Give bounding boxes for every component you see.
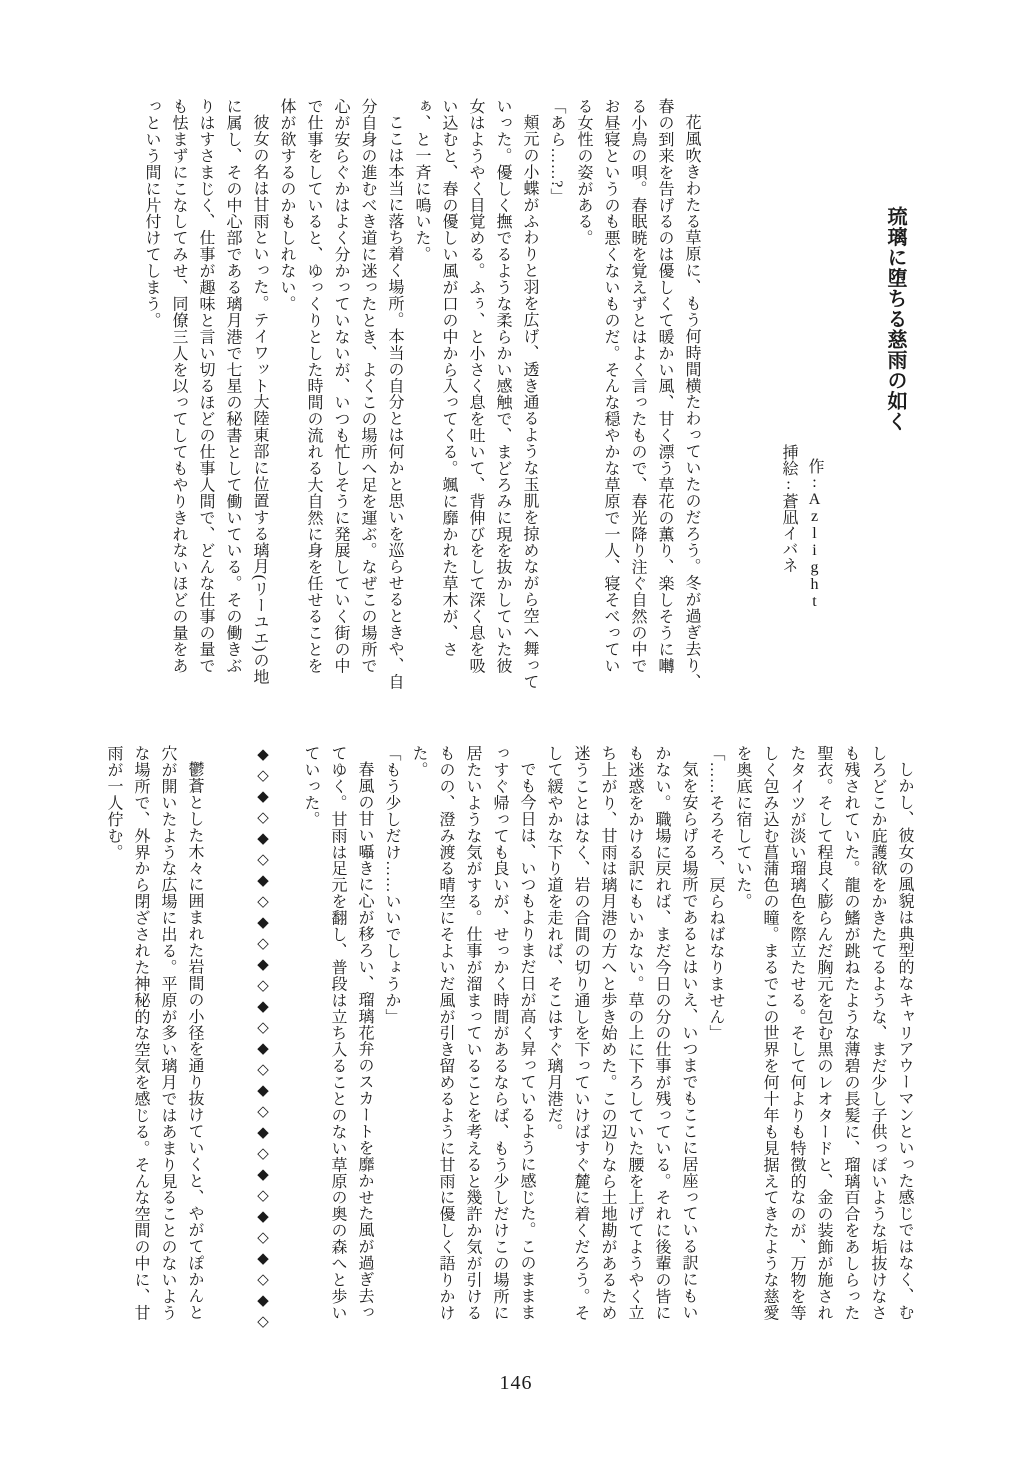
- page-number: 146: [499, 1372, 533, 1394]
- paragraph: 気を安らげる場所であるとはいえ、いつまでもここに居座っている訳にもいかない。職場に戻れば、まだ今日の分の仕事が残っている。それに後輩の皆にも迷惑をかける訳にもいかない。草の上に下ろしていた腰を上げてようやく立ち上がり、甘雨は璃月港の方へと歩き始めた。この辺りなら土地勘があるため迷うことはなく、岩の合間の切り通しを下っていけばすぐ麓に着くだろう。そして緩やかな下り道を走れば、そこはすぐ璃月港だ。: [545, 745, 697, 1321]
- paragraph: しかし、彼女の風貌は典型的なキャリアウーマンといった感じではなく、むしろどこか庇護欲をかきたてるような、まだ少し子供っぽいような垢抜けなさも残されていた。龍の鰭が跳ねたような薄碧の長髪に、瑠璃百合をあしらった聖衣。そして程良く膨らんだ胸元を包む黒のレオタードと、金の装飾が施されたタイツが淡い瑠璃色を際立たせる。そして何よりも特徴的なのが、万物を等しく包み込む菖蒲色の瞳。まるでこの世界を何十年も見据えてきたような慈愛を奥底に宿していた。: [734, 745, 913, 1321]
- paragraph: 鬱蒼とした木々に囲まれた岩間の小径を通り抜けていくと、やがてぽかんと穴が開いたような広場に出る。平原が多い璃月ではあまり見ることのないような場所で、外界から閉ざされた神秘的な空気を感じる。そんな空間の中に、甘雨が一人佇む。: [105, 745, 203, 1321]
- paragraph: でも今日は、いつもよりまだ日が高く昇っているように感じた。このまままっすぐ帰っても良いが、せっかく時間があるならば、もう少しだけこの場所に居たいような気がする。仕事が溜まっていることを考えると幾許か気が引けるものの、澄み渡る晴空にそよいだ風が引き留めるように甘雨に優しく語りかけた。: [410, 745, 535, 1321]
- paragraph: 花風吹きわたる草原に、もう何時間横たわっていたのだろう。冬が過ぎ去り、春の到来を告げるのは優しくて暖かい風、甘く漂う草花の薫り、楽しそうに囀る小鳥の唄。春眠暁を覚えずとはよく言ったもので、春光降り注ぐ自然の中でお昼寝というのも悪くないものだ。そんな穏やかな草原で一人、寝そべっている女性の姿がある。: [575, 98, 700, 690]
- dialogue-paragraph: 「あら……?」: [548, 98, 565, 205]
- dialogue-paragraph: 「もう少しだけ……いいでしょうか」: [383, 745, 400, 1025]
- page-title: 琉璃に堕ちる慈雨の如く: [884, 206, 906, 432]
- paragraph: ここは本当に落ち着く場所。本当の自分とは何かと思いを巡らせるときや、自分自身の進むべき道に迷ったとき、よくこの場所へ足を運ぶ。なぜこの場所で心が安らぐかはよく分かっていないが、いつも忙しそうに発展していく街の中で仕事をしていると、ゆっくりとした時間の流れる大自然に身を任せることを体が欲するのかもしれない。: [278, 98, 403, 690]
- paragraph: 春風の甘い囁きに心が移ろい、瑠璃花弁のスカートを靡かせた風が過ぎ去ってゆく。甘雨は足元を翻し、普段は立ち入ることのない草原の奥の森へと歩いていった。: [302, 745, 373, 1321]
- section-divider: ◆◇◆◇◆◇◆◇◆◇◆◇◆◇◆◇◆◇◆◇◆◇◆◇◆◇◆◇: [254, 745, 270, 1333]
- author-credit: 作:Azlight: [806, 458, 823, 610]
- illustrator-credit: 挿絵:蒼凪イバネ: [780, 444, 797, 573]
- paragraph: 彼女の名は甘雨といった。テイワット大陸東部に位置する璃月(リーユエ)の地に属し、その中心部である璃月港で七星の秘書として働いている。その働きぶりはすさまじく、仕事が趣味と言い切るほどの仕事人間で、どんな仕事の量でも怯まずにこなしてみせ、同僚三人を以ってしてもやりきれないほどの量をあっという間に片付けてしまう。: [143, 98, 268, 685]
- bottom-text-block: [100, 745, 918, 1333]
- dialogue-paragraph: 「……そろそろ、戻らねばなりません」: [707, 745, 724, 1042]
- paragraph: 頬元の小蝶がふわりと羽を広げ、透き通るような玉肌を掠めながら空へ舞っていった。優しく撫でるような柔らかい感触で、まどろみに現を抜かしていた彼女はようやく目覚める。ふぅ、と小さく息を吐いて、背伸びをして深く息を吸い込むと、春の優しい風が口の中から入ってくる。颯に靡かれた草木が、さぁ、と一斉に鳴いた。: [413, 98, 538, 690]
- top-text-block: [138, 98, 908, 690]
